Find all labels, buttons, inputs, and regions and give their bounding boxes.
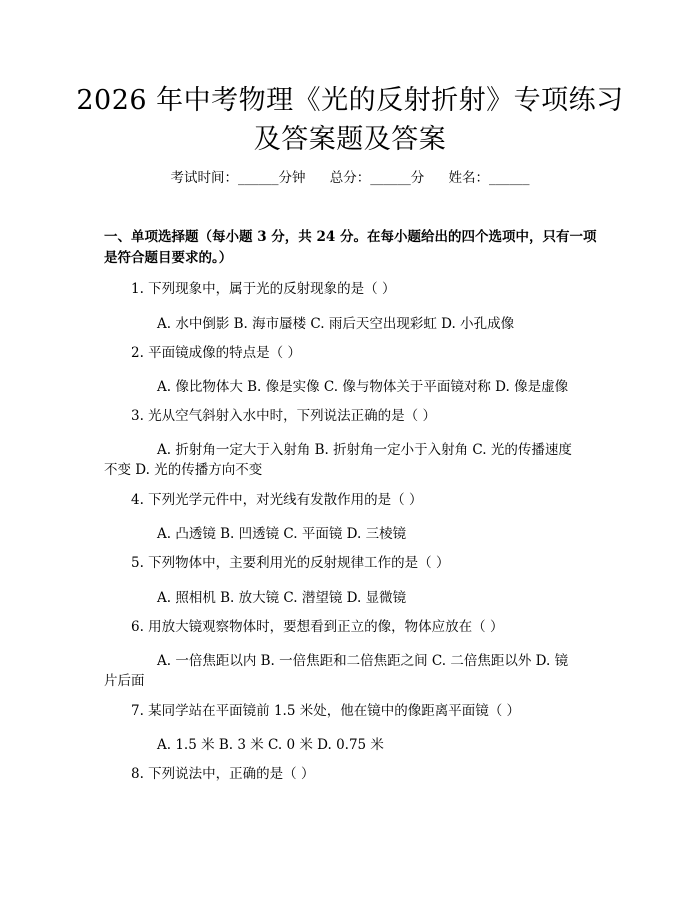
question-7-options: A. 1.5 米 B. 3 米 C. 0 米 D. 0.75 米 <box>157 737 384 753</box>
question-2-options: A. 像比物体大 B. 像是实像 C. 像与物体关于平面镜对称 D. 像是虚像 <box>157 379 569 395</box>
question-3-options: A. 折射角一定大于入射角 B. 折射角一定小于入射角 C. 光的传播速度 <box>157 442 572 458</box>
exam-meta-row <box>0 168 700 188</box>
question-6-options: A. 一倍焦距以内 B. 一倍焦距和二倍焦距之间 C. 二倍焦距以外 D. 镜 <box>157 653 569 669</box>
question-1-options: A. 水中倒影 B. 海市蜃楼 C. 雨后天空出现彩虹 D. 小孔成像 <box>157 316 515 332</box>
question-2-stem: 2. 平面镜成像的特点是（ ） <box>131 345 301 361</box>
question-3-options-continued: 不变 D. 光的传播方向不变 <box>104 462 263 478</box>
section-heading-line-1: 一、单项选择题（每小题 3 分，共 24 分。在每小题给出的四个选项中，只有一项 <box>104 229 597 245</box>
question-5-options: A. 照相机 B. 放大镜 C. 潜望镜 D. 显微镜 <box>157 590 407 606</box>
question-4-options: A. 凸透镜 B. 凹透镜 C. 平面镜 D. 三棱镜 <box>157 526 407 542</box>
question-1-stem: 1. 下列现象中，属于光的反射现象的是（ ） <box>131 281 396 297</box>
question-5-stem: 5. 下列物体中，主要利用光的反射规律工作的是（ ） <box>131 555 450 571</box>
question-6-stem: 6. 用放大镜观察物体时，要想看到正立的像，物体应放在（ ） <box>131 619 504 635</box>
question-4-stem: 4. 下列光学元件中，对光线有发散作用的是（ ） <box>131 492 423 508</box>
document-title-line-1: 2026 年中考物理《光的反射折射》专项练习 <box>76 85 624 116</box>
section-heading-line-2: 是符合题目要求的。） <box>104 250 233 266</box>
question-7-stem: 7. 某同学站在平面镜前 1.5 米处，他在镜中的像距离平面镜（ ） <box>131 703 521 719</box>
question-6-options-continued: 片后面 <box>104 673 145 689</box>
document-title-line-2: 及答案题及答案 <box>253 124 447 155</box>
question-8-stem: 8. 下列说法中，正确的是（ ） <box>131 766 315 782</box>
total-score-field: 总分：______分 <box>329 170 425 186</box>
question-3-stem: 3. 光从空气斜射入水中时，下列说法正确的是（ ） <box>131 408 436 424</box>
student-name-field: 姓名：______ <box>448 170 530 186</box>
exam-time-field: 考试时间：______分钟 <box>170 170 306 186</box>
